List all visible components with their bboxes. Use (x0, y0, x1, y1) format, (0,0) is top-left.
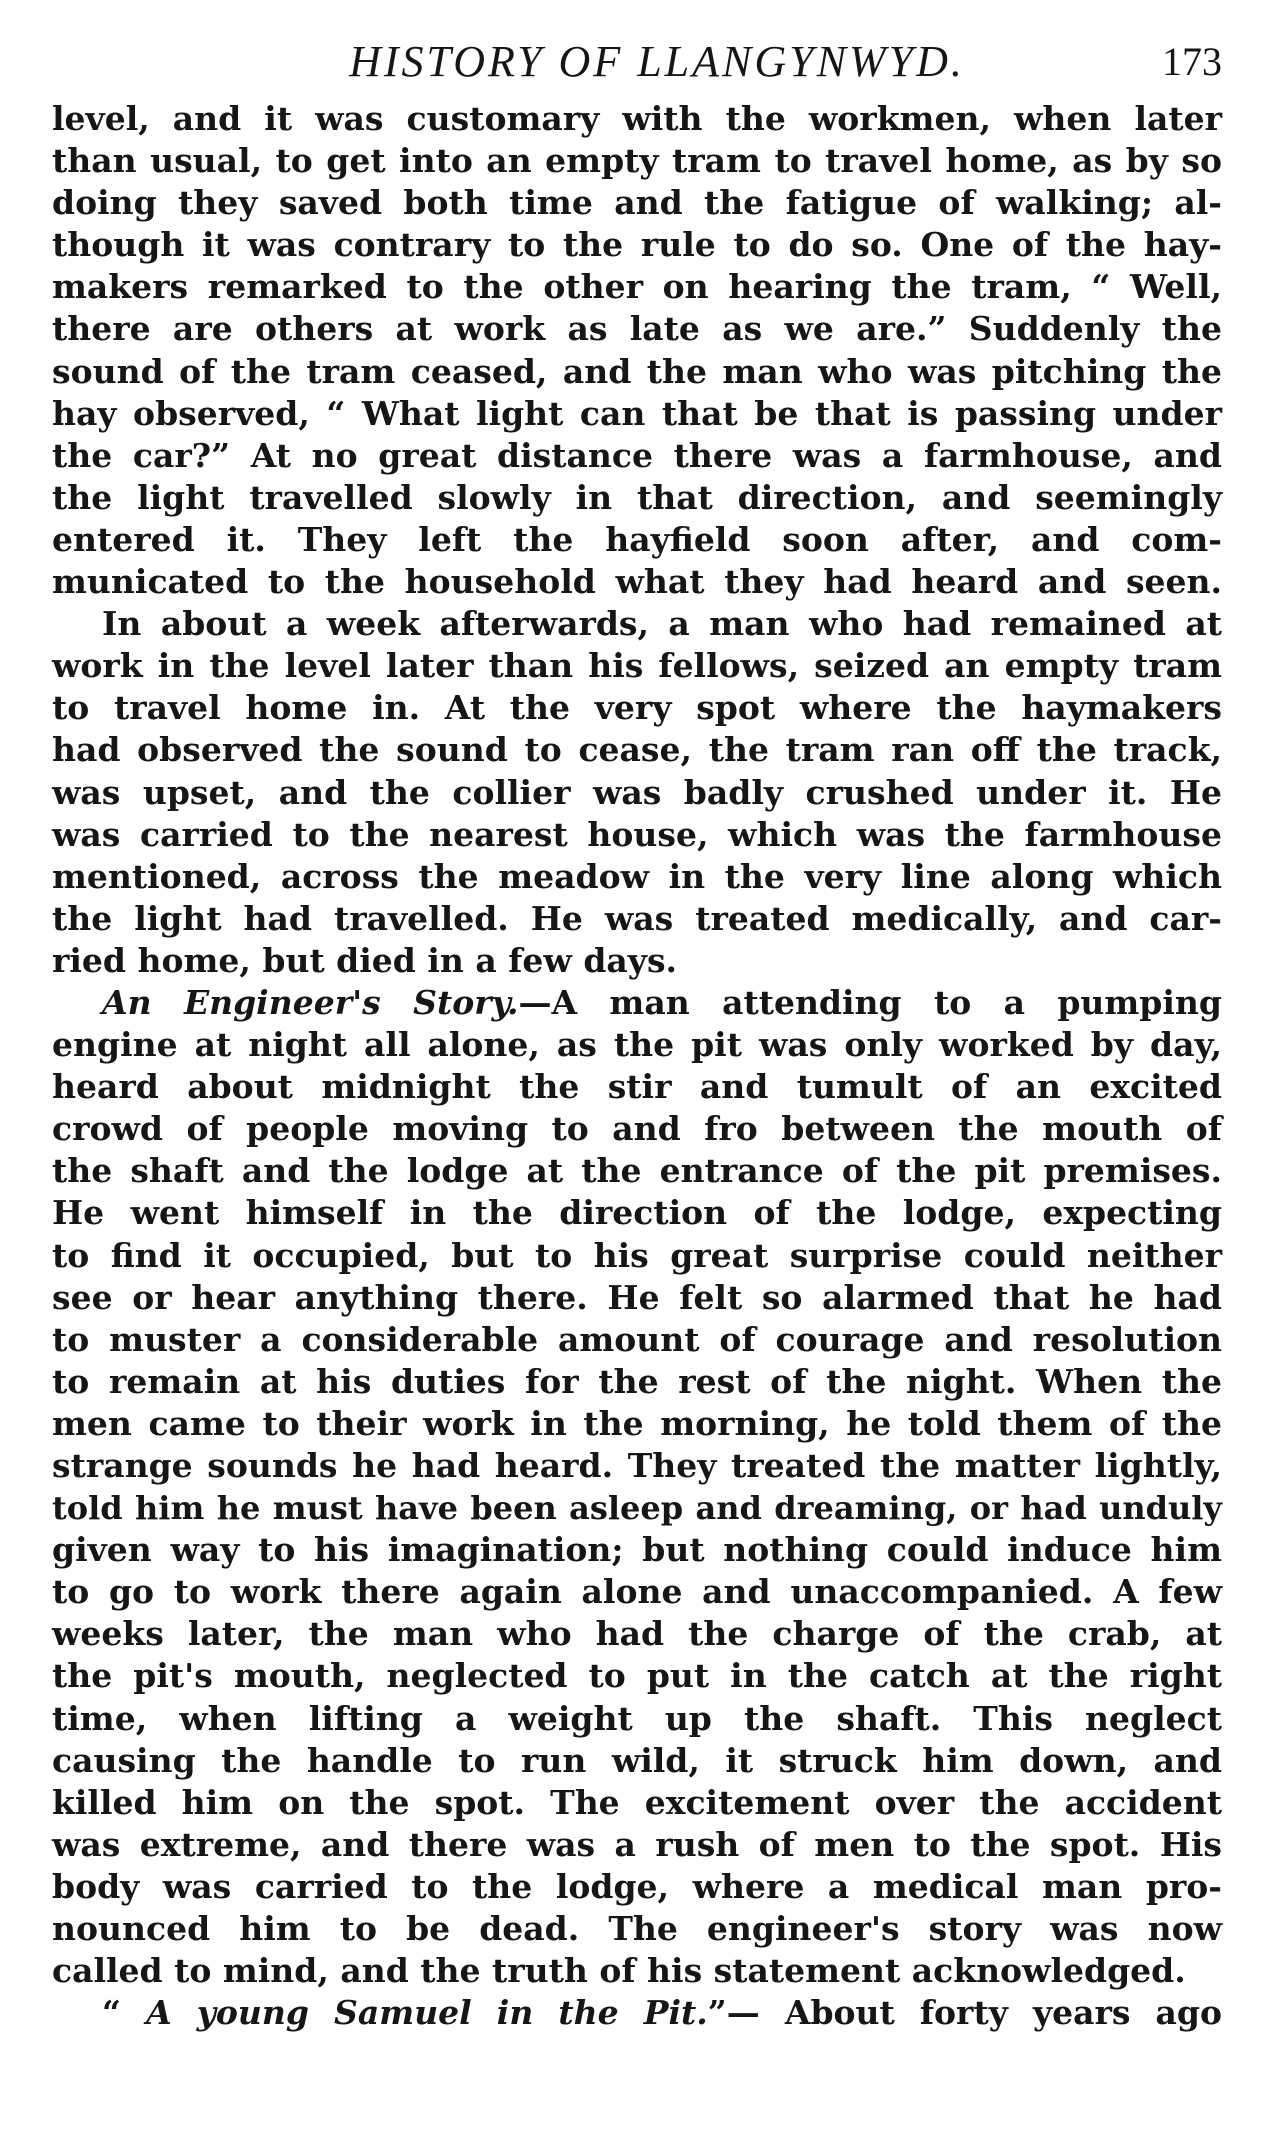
text-line: work in the level later than his fellows, seized an empty tram (52, 646, 1222, 686)
section-heading: A young Samuel in the Pit. (146, 1993, 708, 2033)
text-line: makers remarked to the other on hearing the tram, “ Well, (52, 267, 1222, 307)
text-line: the light had travelled. He was treated medically, and car- (52, 898, 1222, 938)
body-text (52, 98, 1222, 2034)
text-line: crowd of people moving to and fro between the mouth of (52, 1109, 1222, 1149)
text-line: the car?” At no great distance there was a farmhouse, and (52, 435, 1222, 475)
text-line: entered it. They left the hayfield soon after, and com- (52, 519, 1222, 559)
text-line: to remain at his duties for the rest of the night. When the (52, 1361, 1222, 1401)
text-line: the light travelled slowly in that direction, and seemingly (52, 477, 1222, 517)
text-line: to muster a considerable amount of courage and resolution (52, 1319, 1222, 1359)
text-line: to find it occupied, but to his great surprise could neither (52, 1235, 1222, 1275)
text-line: engine at night all alone, as the pit was only worked by day, (52, 1025, 1222, 1065)
text-line: killed him on the spot. The excitement over the accident (52, 1782, 1222, 1822)
text-line: strange sounds he had heard. They treated the matter lightly, (52, 1446, 1222, 1485)
section-heading: An Engineer's Story. (102, 982, 519, 1022)
text-line: to travel home in. At the very spot where the haymakers (52, 688, 1222, 728)
text-line: heard about midnight the stir and tumult of an excited (52, 1067, 1222, 1107)
paragraph (52, 982, 1222, 1992)
text-run: —A man attending to a pumping (518, 982, 1222, 1022)
text-line: see or hear anything there. He felt so alarmed that he had (52, 1277, 1222, 1317)
text-line: had observed the sound to cease, the tram ran off the track, (52, 730, 1222, 770)
text-run: “ (102, 1993, 121, 2033)
running-title: HISTORY OF LLANGYNWYD. (349, 37, 965, 86)
page-number: 173 (1162, 39, 1222, 84)
text-line: there are others at work as late as we are.” Suddenly the (52, 309, 1222, 349)
text-line: municated to the household what they had heard and seen. (52, 562, 1222, 602)
text-line: called to mind, and the truth of his statement acknowledged. (52, 1951, 1186, 1991)
text-run: ”— About forty years ago (707, 1993, 1222, 2033)
text-line: mentioned, across the meadow in the very line along which (52, 856, 1222, 896)
paragraph (52, 603, 1222, 982)
text-line: the pit's mouth, neglected to put in the catch at the right (52, 1656, 1222, 1696)
text-line: was upset, and the collier was badly crushed under it. He (52, 772, 1222, 812)
text-line: causing the handle to run wild, it struck him down, and (52, 1740, 1222, 1780)
text-line: ried home, but died in a few days. (52, 940, 678, 980)
text-line (52, 982, 1222, 1024)
text-line: nounced him to be dead. The engineer's story was now (52, 1909, 1222, 1949)
paragraph (52, 1992, 1222, 2034)
text-line: was carried to the nearest house, which was the farmhouse (52, 814, 1222, 854)
text-line: given way to his imagination; but nothing could induce him (52, 1530, 1222, 1570)
text-line: the shaft and the lodge at the entrance of the pit premises. (52, 1151, 1222, 1191)
text-line: men came to their work in the morning, he told them of the (52, 1403, 1222, 1443)
text-line: to go to work there again alone and unaccompanied. A few (52, 1572, 1222, 1612)
text-line: hay observed, “ What light can that be that is passing under (52, 393, 1222, 433)
page-header (52, 28, 1222, 96)
text-line: was extreme, and there was a rush of men to the spot. His (52, 1824, 1222, 1864)
text-line: though it was contrary to the rule to do so. One of the hay- (52, 225, 1222, 265)
text-line: weeks later, the man who had the charge of the crab, at (52, 1614, 1222, 1654)
book-page (52, 28, 1222, 2034)
text-line: sound of the tram ceased, and the man who was pitching the (52, 351, 1222, 391)
text-line: He went himself in the direction of the lodge, expecting (52, 1193, 1222, 1233)
text-line: time, when lifting a weight up the shaft. This neglect (52, 1698, 1222, 1738)
text-line: level, and it was customary with the workmen, when later (52, 99, 1222, 138)
text-line: In about a week afterwards, a man who had remained at (102, 604, 1222, 644)
text-line: doing they saved both time and the fatigue of walking; al- (52, 183, 1222, 223)
text-line: body was carried to the lodge, where a medical man pro- (52, 1866, 1222, 1906)
text-line (52, 1992, 1222, 2034)
paragraph (52, 98, 1222, 603)
text-line: told him he must have been asleep and dreaming, or had unduly (52, 1489, 1222, 1528)
text-line: than usual, to get into an empty tram to travel home, as by so (52, 141, 1222, 181)
